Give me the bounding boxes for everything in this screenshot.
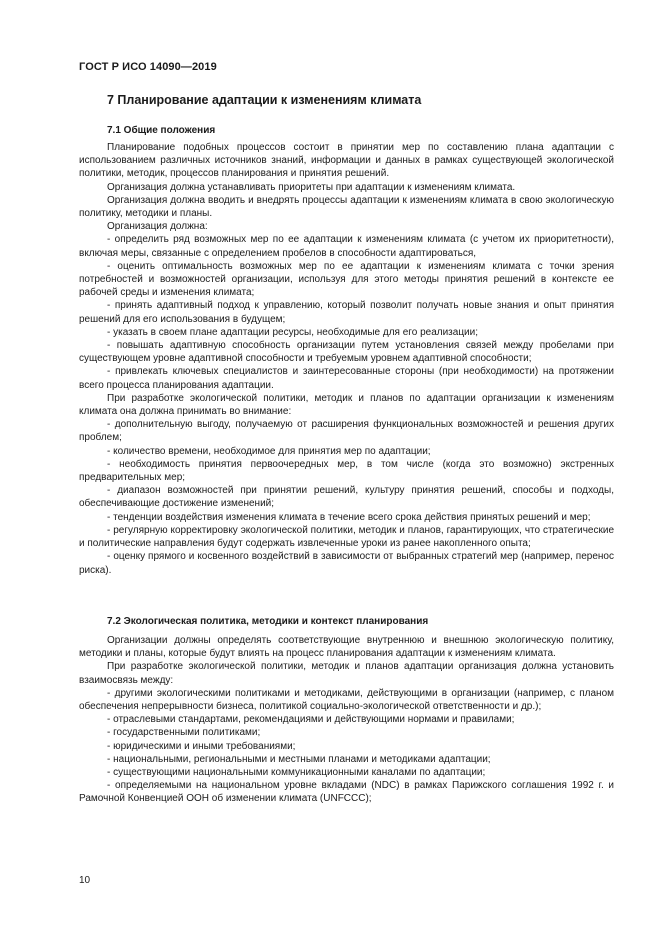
list-item: - количество времени, необходимое для принятия мер по адаптации; bbox=[107, 445, 431, 457]
list-item: - оценить оптимальность возможных мер по ее адаптации к изменениям климата с точки зрения потребностей и возможностей организации, используя для этого методы принятия решений в контексте ее рабочей среды и изменения климата; bbox=[79, 260, 614, 299]
subsection-title-7-2: 7.2 Экологическая политика, методики и контекст планирования bbox=[107, 616, 429, 627]
list-item: - диапазон возможностей при принятии решений, культуру принятия решений, способы и подходы, обеспечивающие достижение изменений; bbox=[79, 485, 614, 510]
list-item: - национальными, региональными и местными планами и методиками адаптации; bbox=[107, 753, 491, 765]
list-item: - государственными политиками; bbox=[107, 727, 261, 739]
list-item: - дополнительную выгоду, получаемую от расширения функциональных возможностей и решения других проблем; bbox=[79, 419, 614, 444]
paragraph: Организация должна устанавливать приоритеты при адаптации к изменениям климата. bbox=[107, 181, 516, 193]
section-title: 7 Планирование адаптации к изменениям климата bbox=[107, 93, 422, 107]
paragraph: Организация должна: bbox=[107, 221, 208, 233]
list-item: - существующими национальными коммуникационными каналами по адаптации; bbox=[107, 767, 486, 779]
list-item: - необходимость принятия первоочередных мер, в том числе (когда это возможно) экстренных предварительных мер; bbox=[79, 458, 614, 484]
page-number: 10 bbox=[79, 875, 91, 886]
paragraph: Организации должны определять соответствующие внутреннюю и внешнюю экологическую политику, методики и планы, которые будут влиять на процесс планирования адаптации к изменениям климата. bbox=[79, 635, 614, 660]
list-item: - тенденции воздействия изменения климата в течение всего срока действия принятых решений и мер; bbox=[107, 511, 591, 523]
list-item: - отраслевыми стандартами, рекомендациями и действующими нормами и правилами; bbox=[107, 714, 515, 726]
list-item: - привлекать ключевых специалистов и заинтересованные стороны (при необходимости) на протяжении всего процесса планирования адаптации. bbox=[79, 366, 614, 391]
list-item: - юридическими и иными требованиями; bbox=[107, 740, 296, 752]
list-item: - другими экологическими политиками и методиками, действующими в организации (например, с планом обеспечения непрерывности бизнеса, политикой социально-экологической ответственности и др.); bbox=[79, 687, 614, 713]
list-item: - принять адаптивный подход к управлению, который позволит получать новые знания и опыт принятия решений для его использования в будущем; bbox=[79, 300, 614, 325]
document-header: ГОСТ Р ИСО 14090—2019 bbox=[79, 61, 217, 73]
subsection-7-1-body bbox=[79, 141, 614, 577]
list-item: - оценку прямого и косвенного воздействий в зависимости от выбранных стратегий мер (например, перенос риска). bbox=[79, 551, 614, 576]
list-item: - указать в своем плане адаптации ресурсы, необходимые для его реализации; bbox=[107, 326, 479, 338]
list-item: - определить ряд возможных мер по ее адаптации к изменениям климата (с учетом их приоритетности), включая меры, связанные с определением пробелов в способности адаптироваться, bbox=[79, 234, 614, 259]
list-item: - регулярную корректировку экологической политики, методик и планов, гарантирующих, что стратегические и политические направления будут содержать извлеченные уроки из ранее накопленного опыта; bbox=[79, 524, 614, 550]
list-item: - определяемыми на национальном уровне вкладами (NDC) в рамках Парижского соглашения 1992 г. и Рамочной Конвенцией ООН об изменении климата (UNFCCC); bbox=[79, 780, 614, 805]
subsection-7-2-body bbox=[79, 634, 614, 806]
paragraph: При разработке экологической политики, методик и планов по адаптации организации к изменениям климата она должна принимать во внимание: bbox=[79, 392, 614, 418]
paragraph: Организация должна вводить и внедрять процессы адаптации к изменениям климата в свою экологическую политику, методики и планы. bbox=[79, 194, 614, 220]
paragraph: Планирование подобных процессов состоит в принятии мер по составлению плана адаптации с использованием различных источников знаний, информации и данных в рамках существующей экологической политики, методик, процессов планирования и принятия решений. bbox=[79, 142, 614, 180]
paragraph: При разработке экологической политики, методик и планов адаптации организация должна установить взаимосвязь между: bbox=[79, 661, 614, 686]
list-item: - повышать адаптивную способность организации путем установления связей между пробелами при существующем уровне адаптивной способности и требуемым уровнем адаптивной способности; bbox=[79, 340, 614, 365]
subsection-title-7-1: 7.1 Общие положения bbox=[107, 125, 216, 136]
